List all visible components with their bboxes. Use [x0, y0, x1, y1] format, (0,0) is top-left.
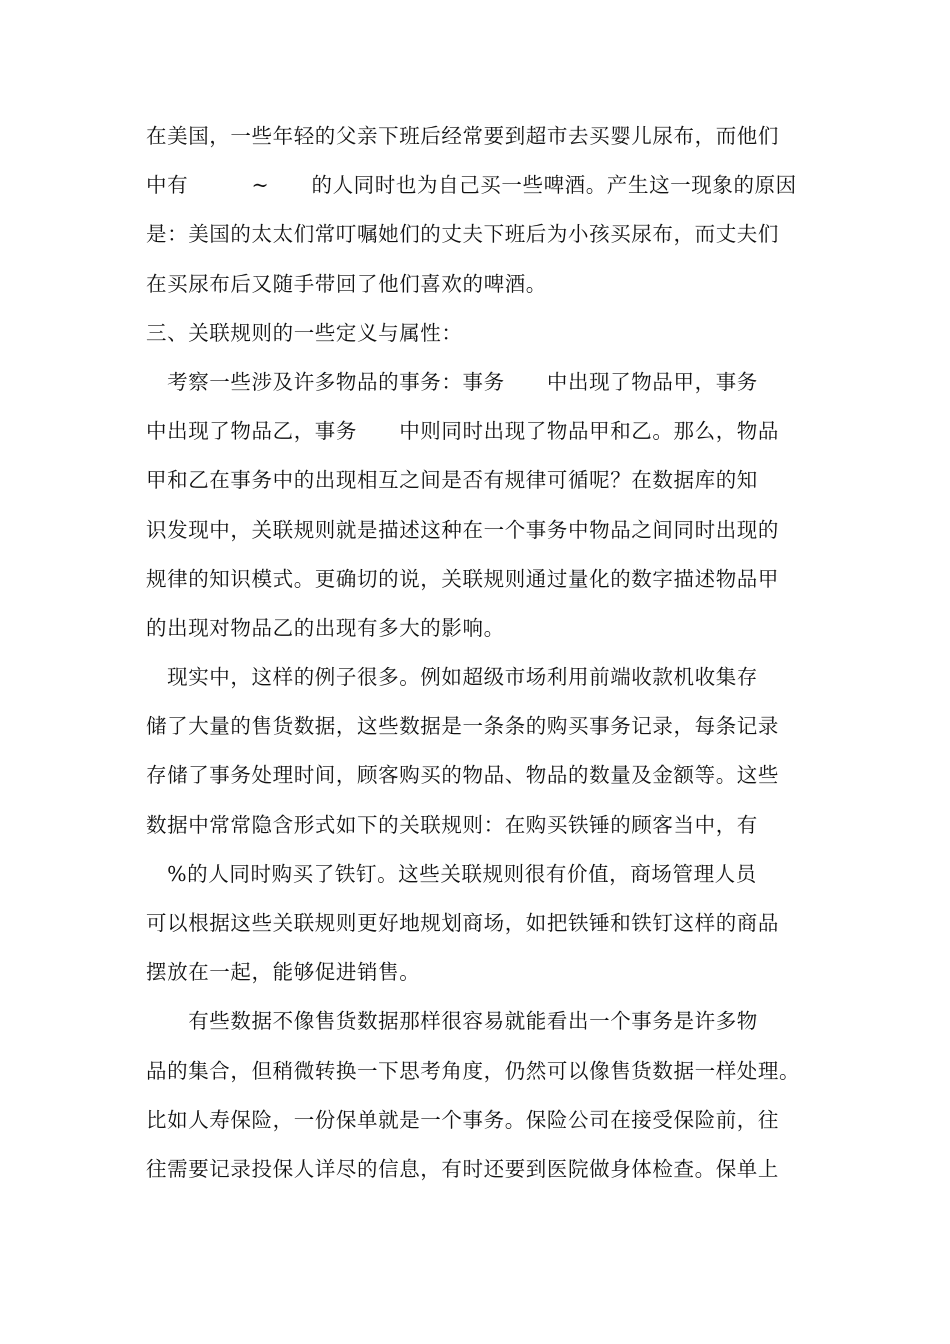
text-line: 现实中，这样的例子很多。例如超级市场利用前端收款机收集存: [146, 665, 758, 690]
text-line: 考察一些涉及许多物品的事务：事务 中出现了物品甲，事务: [146, 369, 758, 394]
text-line: 有些数据不像售货数据那样很容易就能看出一个事务是许多物: [146, 1009, 758, 1034]
text-line: 品的集合，但稍微转换一下思考角度，仍然可以像售货数据一样处理。: [146, 1058, 801, 1083]
text-line: %的人同时购买了铁钉。这些关联规则很有价值，商场管理人员: [146, 861, 757, 886]
text-line: 中出现了物品乙，事务 中则同时出现了物品甲和乙。那么，物品: [146, 419, 779, 444]
text-line: 摆放在一起，能够促进销售。: [146, 960, 421, 985]
section-heading: 三、关联规则的一些定义与属性：: [146, 320, 463, 345]
text-line: 规律的知识模式。更确切的说，关联规则通过量化的数字描述物品甲: [146, 566, 779, 591]
text-line: 甲和乙在事务中的出现相互之间是否有规律可循呢？在数据库的知: [146, 468, 758, 493]
text-line: 可以根据这些关联规则更好地规划商场，如把铁锤和铁钉这样的商品: [146, 911, 779, 935]
text-line: 在买尿布后又随手带回了他们喜欢的啤酒。: [146, 271, 547, 296]
text-line: 数据中常常隐含形式如下的关联规则：在购买铁锤的顾客当中，有: [146, 812, 758, 837]
text-line: 是：美国的太太们常叮嘱她们的丈夫下班后为小孩买尿布，而丈夫们: [146, 222, 779, 247]
text-line: 识发现中，关联规则就是描述这种在一个事务中物品之间同时出现的: [146, 517, 779, 542]
text-line: 比如人寿保险，一份保单就是一个事务。保险公司在接受保险前，往: [146, 1107, 779, 1132]
text-line: 往需要记录投保人详尽的信息，有时还要到医院做身体检查。保单上: [146, 1156, 779, 1181]
text-line: 存储了事务处理时间，顾客购买的物品、物品的数量及金额等。这些: [146, 763, 779, 788]
text-line: 的出现对物品乙的出现有多大的影响。: [146, 615, 505, 640]
text-line: 在美国，一些年轻的父亲下班后经常要到超市去买婴儿尿布，而他们: [146, 124, 779, 148]
text-line: 储了大量的售货数据，这些数据是一条条的购买事务记录，每条记录: [146, 714, 779, 739]
text-line: 中有 ~ 的人同时也为自己买一些啤酒。产生这一现象的原因: [146, 173, 797, 198]
body-text: [146, 112, 810, 1194]
